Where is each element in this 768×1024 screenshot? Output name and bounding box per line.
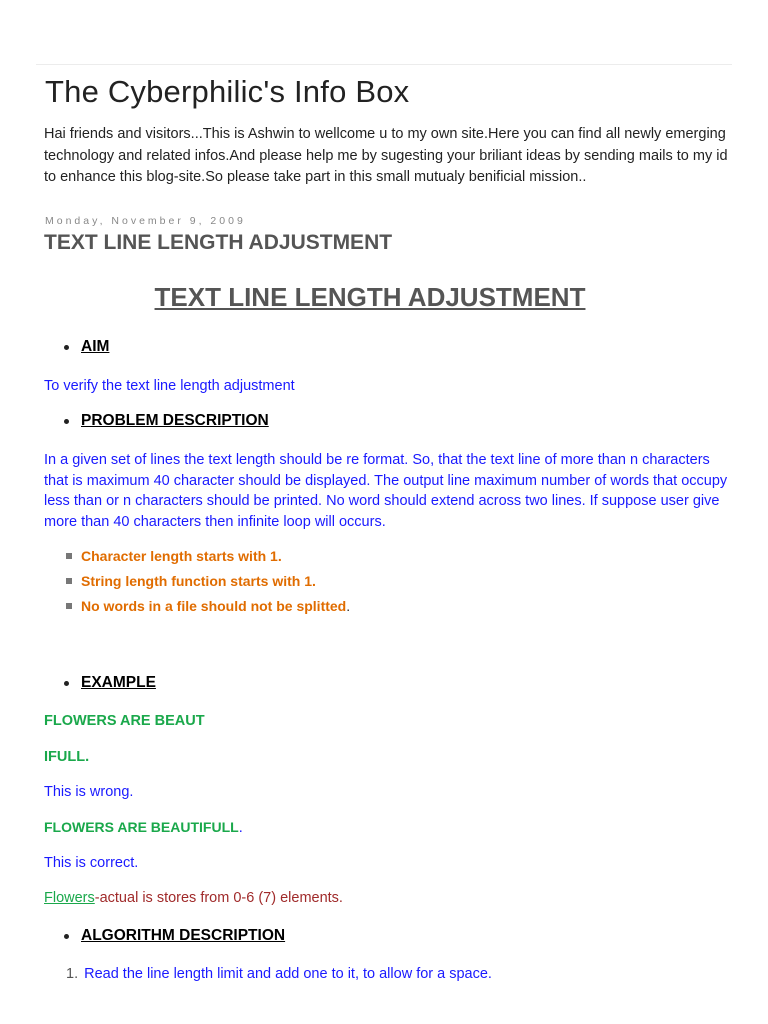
blog-description: Hai friends and visitors...This is Ashwin to wellcome u to my own site.Here you can find all newly emerging technology and related infos.And please help me by sugesting your briliant ideas by sending mails to my id to enhance this blog-site.So please take part in this small mutualy benificial mission.. (44, 126, 728, 185)
post-date: Monday, November 9, 2009 (45, 215, 246, 227)
aim-text: To verify the text line length adjustment (44, 378, 295, 394)
aim-heading (64, 338, 109, 356)
step-text: Read the line length limit and add one to it, to allow for a space. (84, 966, 492, 982)
example-correct-line (44, 819, 243, 836)
example-correct-period: . (238, 820, 243, 836)
note-text: No words in a file should not be splitted (81, 598, 347, 614)
example-heading (64, 674, 156, 692)
algorithm-step (66, 966, 492, 982)
step-number: 1. (66, 966, 79, 982)
flowers-link[interactable]: Flowers (44, 890, 95, 906)
square-bullet (66, 603, 72, 609)
algorithm-heading-label: ALGORITHM DESCRIPTION (81, 927, 286, 944)
algorithm-heading (64, 927, 285, 945)
square-bullet (66, 553, 72, 559)
blog-title[interactable]: The Cyberphilic's Info Box (45, 74, 410, 109)
note-text: String length function starts with 1. (81, 573, 316, 589)
note-item (66, 598, 350, 614)
note-item (66, 548, 282, 564)
example-wrong-line2: IFULL. (44, 749, 90, 765)
example-correct-text: FLOWERS ARE BEAUTIFULL (44, 819, 239, 835)
flowers-note (44, 890, 343, 906)
note-item (66, 573, 316, 589)
square-bullet (66, 578, 72, 584)
bullet-dot (64, 681, 69, 686)
bullet-dot (64, 345, 69, 350)
problem-heading-label: PROBLEM DESCRIPTION (81, 412, 269, 429)
post-title[interactable]: TEXT LINE LENGTH ADJUSTMENT (44, 231, 393, 254)
example-wrong-line1: FLOWERS ARE BEAUT (44, 713, 205, 729)
example-heading-label: EXAMPLE (81, 674, 156, 691)
content-title: TEXT LINE LENGTH ADJUSTMENT (154, 282, 586, 312)
bullet-dot (64, 934, 69, 939)
header-divider (36, 64, 732, 65)
flowers-note-text: -actual is stores from 0-6 (7) elements. (94, 890, 343, 906)
problem-text: In a given set of lines the text length should be re format. So, that the text line of more than n characters that is maximum 40 character should be displayed. The output line maximum number of words that occupy less than or n characters should be printed. No word should extend across two lines. If suppose user give more than 40 characters then infinite loop will occurs. (44, 452, 728, 530)
bullet-dot (64, 419, 69, 424)
note-period: . (346, 598, 351, 614)
example-correct-label: This is correct. (44, 855, 139, 871)
note-text: Character length starts with 1. (81, 548, 282, 564)
example-wrong-label: This is wrong. (44, 784, 134, 800)
aim-heading-label: AIM (81, 338, 110, 355)
problem-heading (64, 412, 269, 430)
